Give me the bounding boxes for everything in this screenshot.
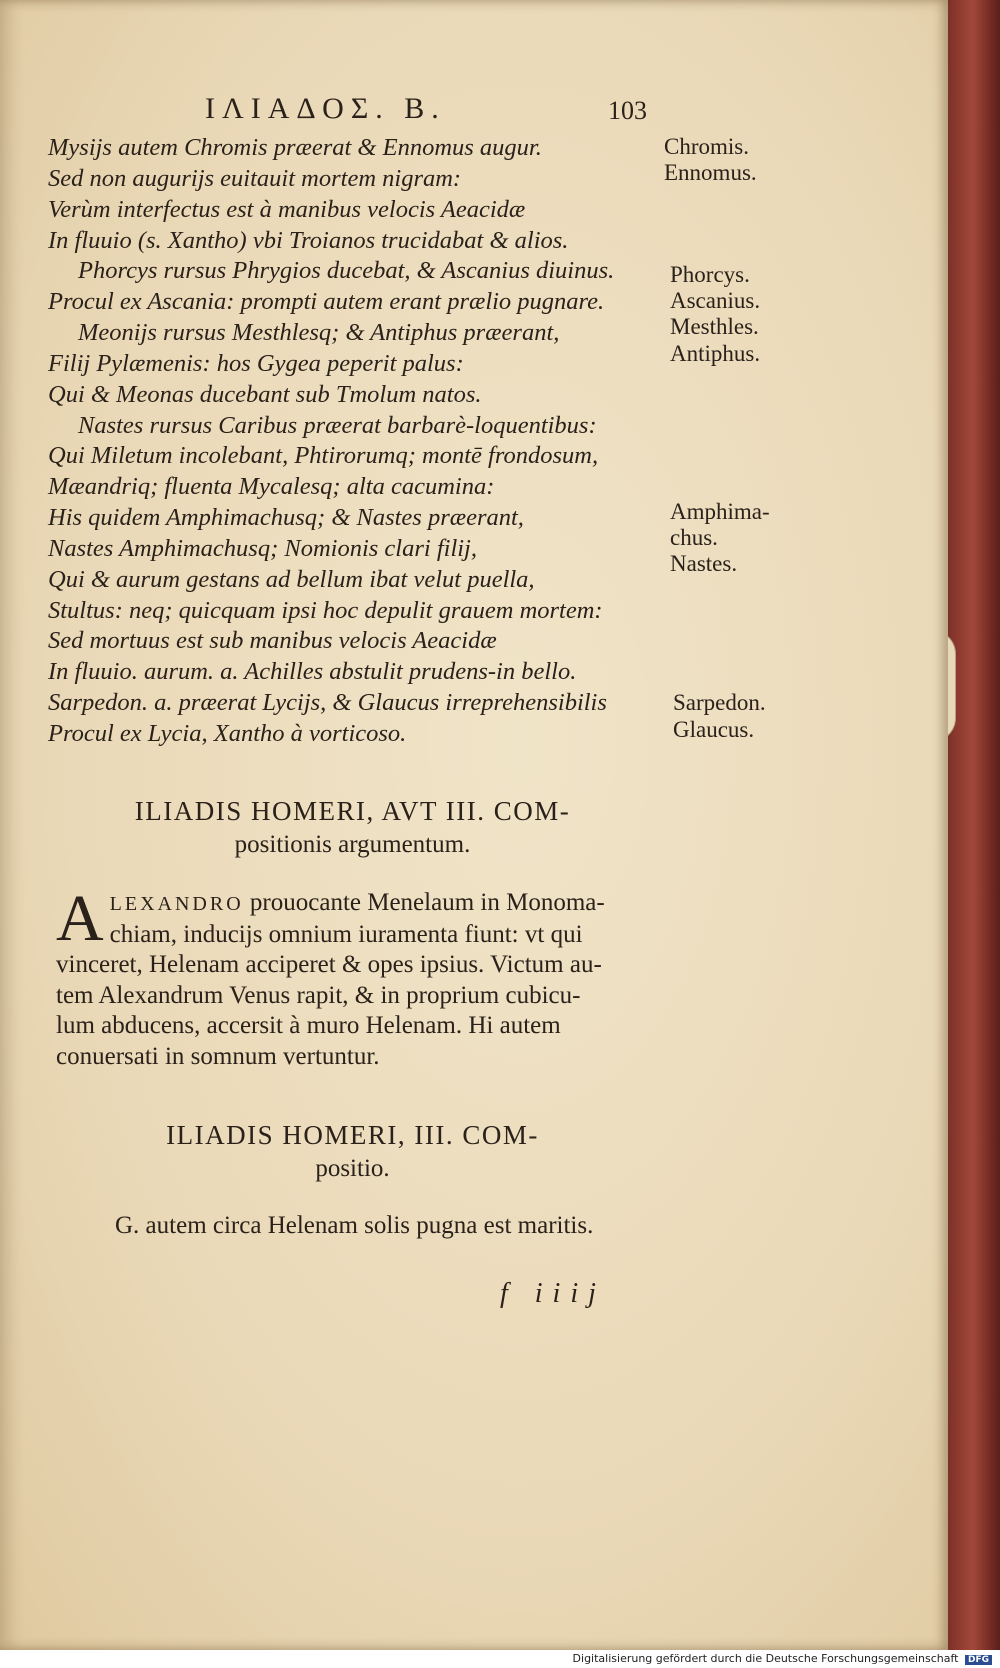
argument-line: tem Alexandrum Venus rapit, & in proprium cubicu- — [56, 981, 581, 1009]
argument-heading-sub: positionis argumentum. — [234, 831, 471, 858]
verse-line: In fluuio (s. Xantho) vbi Troianos trucidabat & alios. — [48, 227, 569, 254]
signature-mark: f iiij — [500, 1278, 606, 1309]
argument-paragraph — [56, 882, 671, 1072]
margin-note-glaucus: Glaucus. — [673, 717, 755, 742]
margin-note-amphimachus: Amphima- — [670, 499, 770, 524]
verse-line: In fluuio. aurum. a. Achilles abstulit prudens-in bello. — [48, 658, 577, 685]
margin-note-chromis: Chromis. — [664, 134, 749, 159]
running-title: ΙΛΙΑΔΟΣ. Β. — [205, 92, 446, 125]
composition-heading-sub: positio. — [315, 1155, 390, 1182]
margin-note-phorcys: Phorcys. — [670, 262, 750, 287]
argument-line: lum abducens, accersit à muro Helenam. Hi autem — [56, 1012, 561, 1039]
margin-note-ennomus: Ennomus. — [664, 160, 757, 185]
verse-line: Procul ex Ascania: prompti autem erant prælio pugnare. — [48, 288, 605, 315]
book-fore-edge — [940, 0, 1000, 1650]
argument-line: chiam, inducijs omnium iuramenta fiunt: vt qui — [109, 920, 583, 948]
argument-line: conuersati in somnum vertuntur. — [56, 1042, 380, 1070]
drop-capital: A — [56, 882, 104, 955]
verse-line: Sed mortuus est sub manibus velocis Aeacidæ — [48, 627, 497, 654]
verse-line: Qui & aurum gestans ad bellum ibat velut puella, — [48, 566, 535, 593]
margin-note-antiphus: Antiphus. — [670, 341, 761, 366]
verse-line: Phorcys rursus Phrygios ducebat, & Ascanius diuinus. — [78, 257, 615, 284]
verse-line: Sed non augurijs euitauit mortem nigram: — [48, 165, 462, 192]
page-number: 103 — [608, 96, 647, 125]
credit-text: Digitalisierung gefördert durch die Deutsche Forschungsgemeinschaft — [572, 1652, 959, 1665]
verse-line: Qui & Meonas ducebant sub Tmolum natos. — [48, 381, 482, 408]
verse-line: Mysijs autem Chromis præerat & Ennomus augur. — [48, 134, 542, 161]
verse-line: Filij Pylæmenis: hos Gygea peperit palus: — [48, 350, 464, 377]
composition-heading: ILIADIS HOMERI, III. COM- — [166, 1120, 539, 1150]
verse-line: Procul ex Lycia, Xantho à vorticoso. — [48, 720, 407, 747]
verse-line: Mæandriq; fluenta Mycalesq; alta cacumina: — [48, 473, 495, 500]
verse-line: Qui Miletum incolebant, Phtirorumq; montē frondosum, — [48, 442, 599, 469]
argument-line: prouocante Menelaum in Monoma- — [243, 889, 605, 916]
summary-line: G. autem circa Helenam solis pugna est maritis. — [115, 1212, 594, 1239]
small-caps-word: LEXANDRO — [109, 893, 244, 915]
verse-line: His quidem Amphimachusq; & Nastes præerant, — [48, 504, 524, 531]
margin-note-mesthles: Mesthles. — [670, 314, 759, 339]
dfg-logo-icon: DFG — [965, 1655, 992, 1665]
verse-line: Meonijs rursus Mesthlesq; & Antiphus præerant, — [78, 319, 560, 346]
argument-heading: ILIADIS HOMERI, AVT III. COM- — [134, 796, 571, 826]
margin-note-sarpedon: Sarpedon. — [673, 690, 766, 715]
verse-line: Verùm interfectus est à manibus velocis Aeacidæ — [48, 196, 526, 223]
margin-note-nastes: Nastes. — [670, 551, 738, 576]
argument-line: vinceret, Helenam acciperet & opes ipsius. Victum au- — [56, 951, 602, 978]
verse-line: Sarpedon. a. præerat Lycijs, & Glaucus irreprehensibilis — [48, 689, 607, 716]
margin-note-amphimachus-cont: chus. — [670, 525, 718, 550]
margin-note-ascanius: Ascanius. — [670, 288, 761, 313]
verse-line: Nastes rursus Caribus præerat barbarè-loquentibus: — [78, 412, 597, 439]
verse-line: Stultus: neq; quicquam ipsi hoc depulit grauem mortem: — [48, 597, 603, 624]
digitization-credit — [573, 1652, 992, 1665]
verse-line: Nastes Amphimachusq; Nomionis clari filij, — [48, 535, 477, 562]
